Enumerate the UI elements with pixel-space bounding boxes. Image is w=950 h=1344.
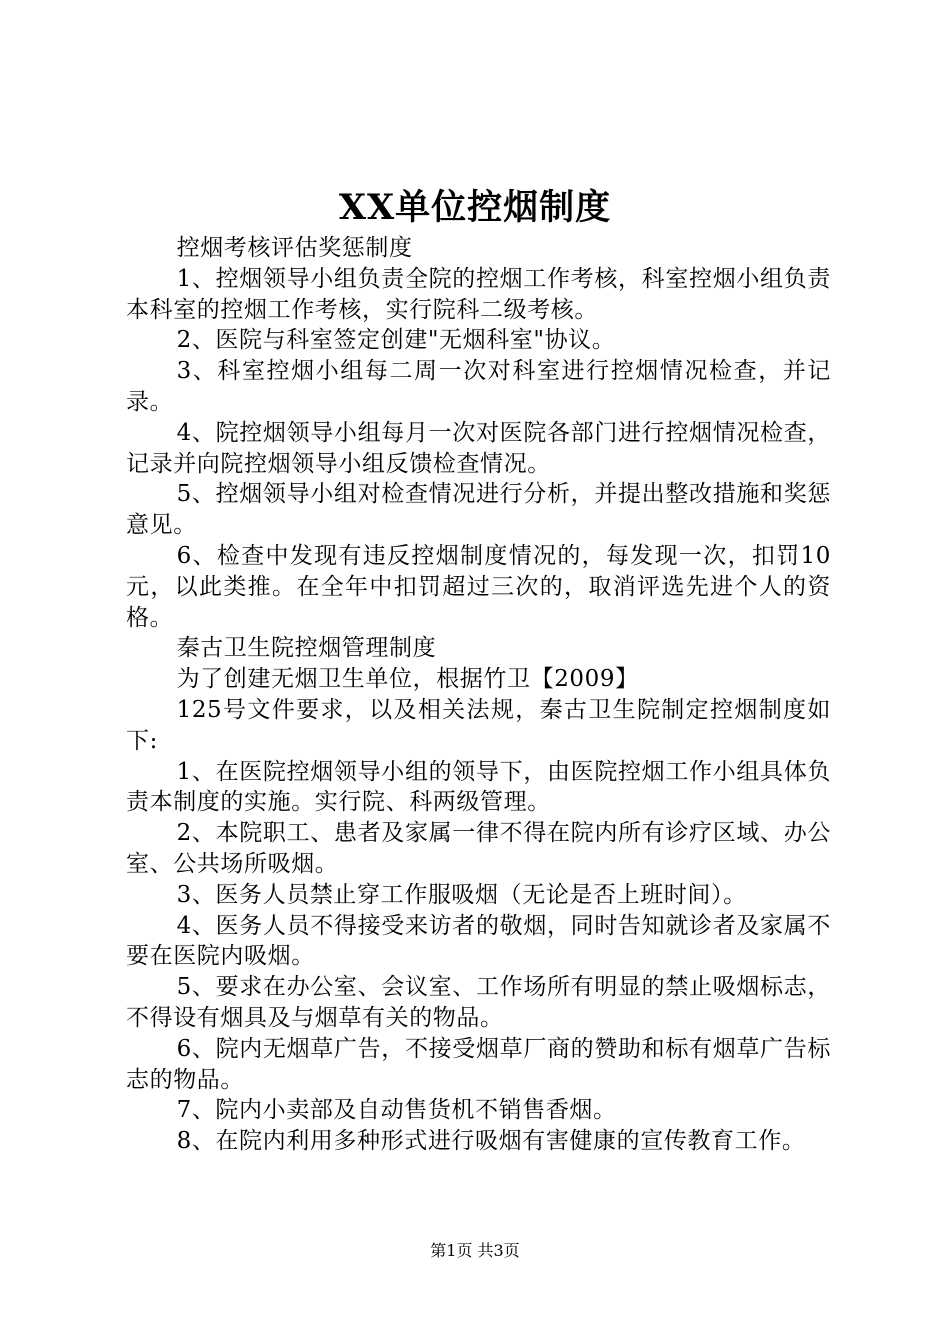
paragraph: 5、控烟领导小组对检查情况进行分析，并提出整改措施和奖惩意见。	[126, 481, 831, 539]
paragraph: 8、在院内利用多种形式进行吸烟有害健康的宣传教育工作。	[176, 1128, 806, 1155]
paragraph: 125号文件要求，以及相关法规，秦古卫生院制定控烟制度如下:	[126, 696, 831, 754]
paragraph: 4、医务人员不得接受来访者的敬烟，同时告知就诊者及家属不要在医院内吸烟。	[126, 912, 831, 970]
paragraph: 3、科室控烟小组每二周一次对科室进行控烟情况检查，并记录。	[126, 358, 831, 415]
document-body	[126, 233, 831, 1157]
paragraph: 5、要求在办公室、会议室、工作场所有明显的禁止吸烟标志，不得设有烟具及与烟草有关的物品。	[126, 974, 831, 1031]
paragraph: 1、在医院控烟领导小组的领导下，由医院控烟工作小组具体负责本制度的实施。实行院、科两级管理。	[126, 758, 831, 816]
section-heading: 秦古卫生院控烟管理制度	[176, 635, 437, 662]
paragraph: 2、医院与科室签定创建"无烟科室"协议。	[176, 327, 616, 354]
paragraph: 为了创建无烟卫生单位，根据竹卫【2009】	[176, 666, 639, 693]
paragraph: 4、院控烟领导小组每月一次对医院各部门进行控烟情况检查，记录并向院控烟领导小组反馈检查情况。	[126, 419, 831, 477]
paragraph: 6、院内无烟草广告，不接受烟草厂商的赞助和标有烟草广告标志的物品。	[126, 1035, 831, 1093]
paragraph: 7、院内小卖部及自动售货机不销售香烟。	[176, 1097, 617, 1124]
paragraph: 1、控烟领导小组负责全院的控烟工作考核，科室控烟小组负责本科室的控烟工作考核，实行院科二级考核。	[126, 265, 831, 323]
page-number-footer: 第1页 共3页	[430, 1241, 520, 1260]
paragraph: 3、医务人员禁止穿工作服吸烟（无论是否上班时间）。	[176, 881, 747, 908]
paragraph: 6、检查中发现有违反控烟制度情况的，每发现一次，扣罚10元，以此类推。在全年中扣罚超过三次的，取消评选先进个人的资格。	[126, 542, 831, 631]
paragraph: 2、本院职工、患者及家属一律不得在院内所有诊疗区域、办公室、公共场所吸烟。	[126, 820, 831, 877]
document-title: XX单位控烟制度	[338, 187, 612, 228]
section-heading: 控烟考核评估奖惩制度	[176, 235, 413, 261]
